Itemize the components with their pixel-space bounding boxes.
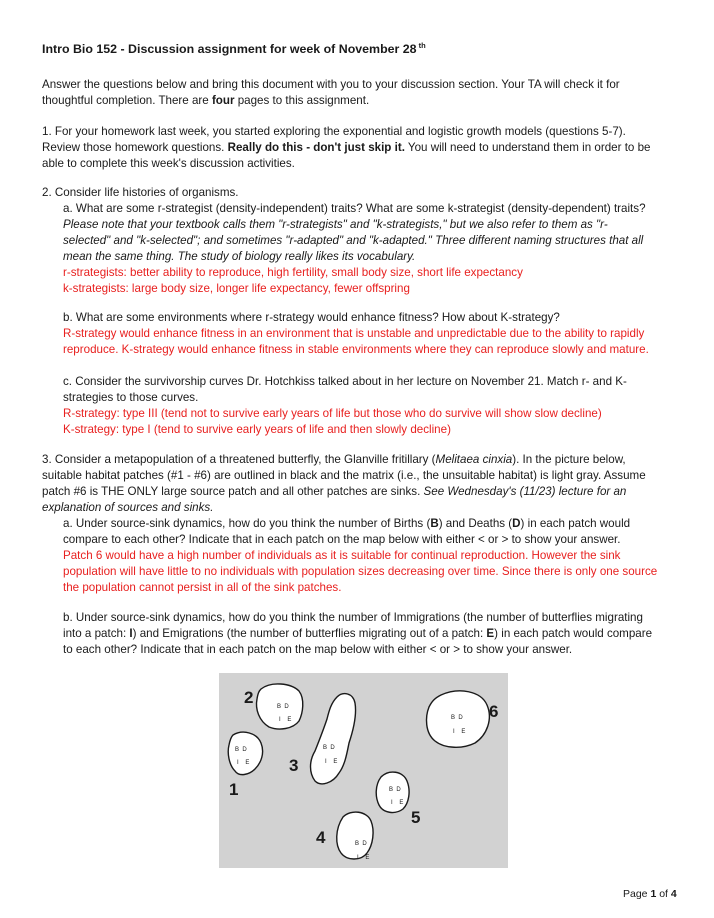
- q3a-line: compare to each other? Indicate that in each patch on the map below with either < or > to show your answer.: [63, 533, 621, 546]
- patch-1-ie-label: I E: [237, 760, 250, 766]
- q3a-text: a. Under source-sink dynamics, how do you think the number of Births (: [63, 517, 431, 530]
- q3-italic-line: explanation of sources and sinks.: [42, 501, 214, 514]
- q3a-answer-line: population will have little to no individuals with population sizes decreasing over time. Since there is only one source: [63, 565, 658, 578]
- metapopulation-map-svg: [219, 673, 508, 868]
- page-footer: [623, 888, 677, 900]
- q1-text: You will need to understand them in order to be: [404, 141, 651, 154]
- patch-number-4: 4: [316, 828, 326, 847]
- q2a-note-line: Please note that your textbook calls them "r-strategists" and "k-strategists," but we also refer to them as "r-: [63, 218, 608, 231]
- patch-5-ie-label: I E: [391, 800, 404, 806]
- q2b-line: b. What are some environments where r-strategy would enhance fitness? How about K-strategy?: [63, 311, 560, 324]
- metapopulation-map: [219, 673, 508, 868]
- patch-number-6: 6: [489, 702, 499, 721]
- q2c-answer-line: K-strategy: type I (tend to survive early years of life and then slowly decline): [63, 423, 451, 436]
- q2a-answer-line: k-strategists: large body size, longer life expectancy, fewer offspring: [63, 282, 410, 295]
- title-superscript: th: [418, 41, 426, 50]
- patch-5-bd-label: B D: [389, 787, 401, 793]
- intro-bold-four: four: [211, 94, 235, 107]
- question-2c: [63, 374, 675, 438]
- patch-number-2: 2: [244, 688, 254, 707]
- footer-text: of: [656, 888, 671, 900]
- footer-total-pages: 4: [670, 888, 677, 900]
- patch-6-ie-label: I E: [453, 729, 466, 735]
- title-text: Intro Bio 152 - Discussion assignment for week of November 28: [42, 42, 417, 56]
- q2-header: 2. Consider life histories of organisms.: [42, 186, 239, 199]
- q3b-line: to each other? Indicate that in each patch on the map below with either < or > to show your answer.: [63, 643, 573, 656]
- q3b-line: [63, 626, 675, 642]
- q3b-bold-i: I: [129, 627, 133, 640]
- q1-line: able to complete this week's discussion activities.: [42, 157, 295, 170]
- q3a-bold-d: D: [512, 517, 521, 530]
- q3a-text: ) and Deaths (: [438, 517, 513, 530]
- question-3a: [63, 516, 675, 596]
- q2a-line: a. What are some r-strategist (density-independent) traits? What are some k-strategist (density-dependent) traits?: [63, 202, 646, 215]
- intro-line: [42, 93, 674, 109]
- footer-text: Page: [623, 888, 651, 900]
- patch-number-1: 1: [229, 780, 239, 799]
- footer-current-page: 1: [650, 888, 657, 900]
- q3-line: [42, 484, 674, 500]
- q3a-bold-b: B: [430, 517, 439, 530]
- q2a-note-line: selected" and "k-selected"; and sometimes "r-adapted" and "k-adapted." Three different naming structures that all: [63, 234, 644, 247]
- q3-text: patch #6 is THE ONLY large source patch and all other patches are sinks.: [42, 485, 424, 498]
- q2a-answer-line: r-strategists: better ability to reproduce, high fertility, small body size, short life expectancy: [63, 266, 523, 279]
- q3a-text: ) in each patch would: [520, 517, 631, 530]
- intro-paragraph: [42, 77, 674, 109]
- q2b-answer-line: reproduce. K-strategy would enhance fitness in stable environments where they can reproduce slowly and mature.: [63, 343, 649, 356]
- q1-text: Review those homework questions.: [42, 141, 228, 154]
- q1-line: [42, 140, 674, 156]
- patch-3-ie-label: I E: [325, 759, 338, 765]
- patch-number-3: 3: [289, 756, 299, 775]
- q3a-answer-line: the population cannot persist in all of the sink patches.: [63, 581, 342, 594]
- question-3: [42, 452, 674, 516]
- question-1: [42, 124, 674, 172]
- q3b-line: b. Under source-sink dynamics, how do you think the number of Immigrations (the number of butterflies migrating: [63, 611, 643, 624]
- q3-text: ). In the picture below,: [512, 453, 626, 466]
- q3b-text: into a patch:: [63, 627, 130, 640]
- q3-species-name: Melitaea cinxia: [435, 453, 513, 466]
- patch-4-ie-label: I E: [357, 855, 370, 861]
- intro-line: Answer the questions below and bring this document with you to your discussion section. Your TA will check it for: [42, 78, 620, 91]
- intro-text: thoughtful completion. There are: [42, 94, 212, 107]
- patch-3-bd-label: B D: [323, 745, 335, 751]
- q2c-answer-line: R-strategy: type III (tend not to survive early years of life but those who do survive will show slow decline): [63, 407, 602, 420]
- q3b-text: ) in each patch would compare: [494, 627, 653, 640]
- intro-text: pages to this assignment.: [234, 94, 370, 107]
- question-2-header: [42, 185, 674, 201]
- q3-text: 3. Consider a metapopulation of a threatened butterfly, the Glanville fritillary (: [42, 453, 436, 466]
- question-2b: [63, 310, 675, 358]
- q3-line: [42, 452, 674, 468]
- q3b-bold-e: E: [486, 627, 495, 640]
- patch-2-ie-label: I E: [279, 717, 292, 723]
- page-title: [42, 41, 426, 56]
- question-3b: [63, 610, 675, 658]
- patch-4-bd-label: B D: [355, 841, 367, 847]
- patch-4-outline: [337, 812, 373, 859]
- q2c-line: strategies to those curves.: [63, 391, 199, 404]
- q3b-text: ) and Emigrations (the number of butterflies migrating out of a patch:: [132, 627, 487, 640]
- patch-6-bd-label: B D: [451, 715, 463, 721]
- q1-bold: Really do this - don't just skip it.: [227, 141, 405, 154]
- q2a-note-line: mean the same thing. The study of biology really likes its vocabulary.: [63, 250, 416, 263]
- patch-number-5: 5: [411, 808, 421, 827]
- q1-line: 1. For your homework last week, you started exploring the exponential and logistic growth models (questions 5-7).: [42, 125, 626, 138]
- q3a-line: [63, 516, 675, 532]
- patch-2-bd-label: B D: [277, 704, 289, 710]
- q2b-answer-line: R-strategy would enhance fitness in an environment that is unstable and unpredictable due to the ability to rapidly: [63, 327, 645, 340]
- q2c-line: c. Consider the survivorship curves Dr. Hotchkiss talked about in her lecture on November 21. Match r- and K-: [63, 375, 627, 388]
- q3-italic-text: See Wednesday's (11/23) lecture for an: [423, 485, 627, 498]
- q3a-answer-line: Patch 6 would have a high number of individuals as it is suitable for continual reproduction. However the sink: [63, 549, 621, 562]
- patch-1-bd-label: B D: [235, 747, 247, 753]
- q3-line: suitable habitat patches (#1 - #6) are outlined in black and the matrix (i.e., the unsuitable habitat) is light gray. Assume: [42, 469, 646, 482]
- question-2a: [63, 201, 675, 297]
